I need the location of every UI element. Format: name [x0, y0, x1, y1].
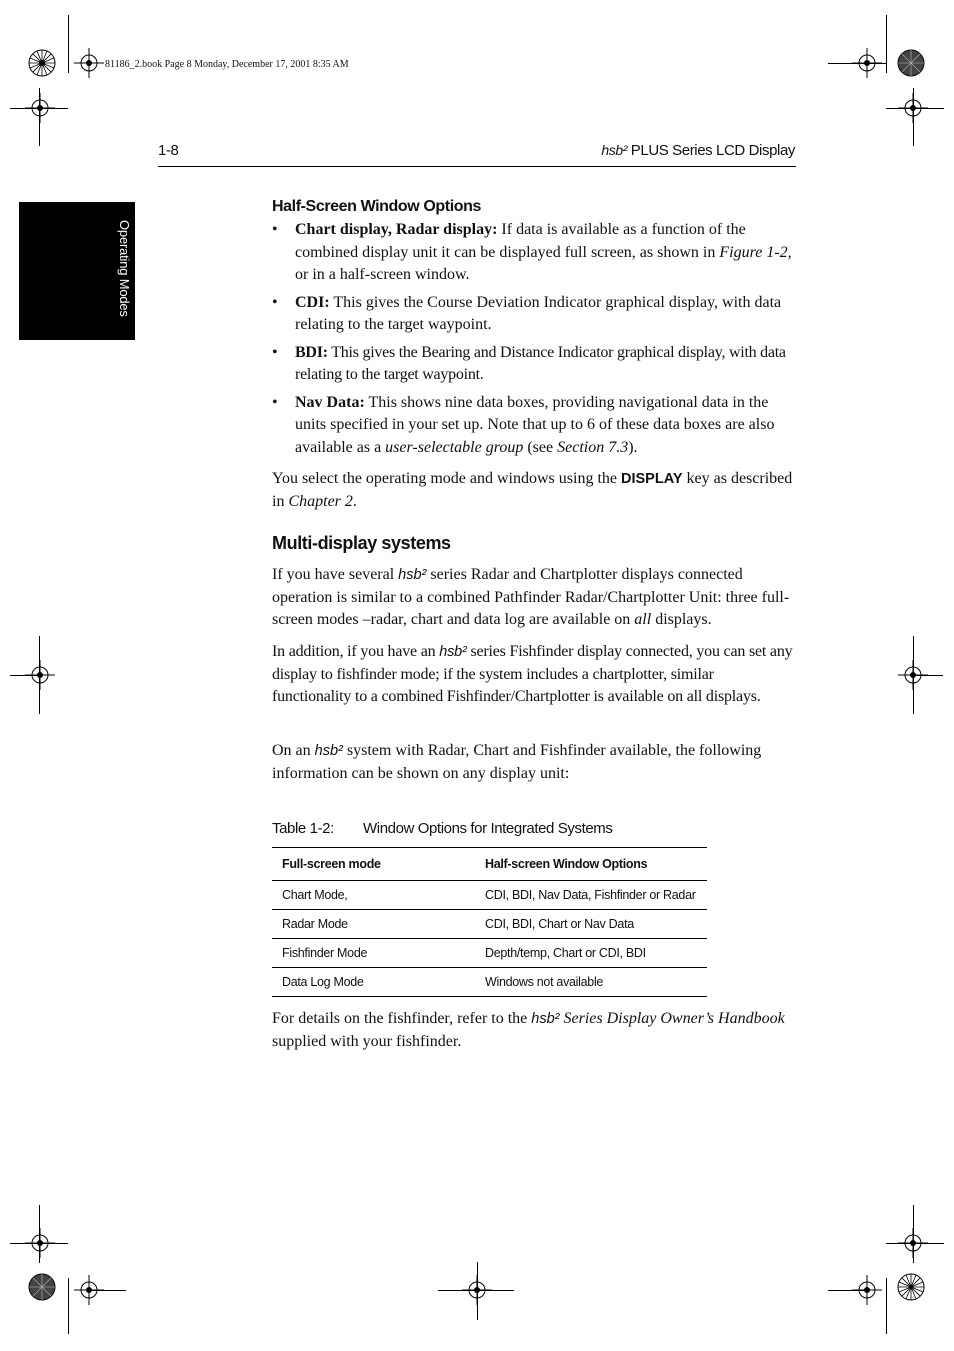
crop-line	[913, 88, 914, 146]
list-item-text: This gives the Course Deviation Indicator graphical display, with data relating to the target waypoint.	[295, 293, 782, 333]
list-item-text: (see	[523, 438, 558, 456]
list-item	[272, 392, 796, 460]
table-cell: CDI, BDI, Nav Data, Fishfinder or Radar	[475, 881, 707, 910]
brand-hsb: hsb²	[314, 743, 343, 759]
crop-line	[88, 1290, 126, 1291]
list-item-text: This shows nine data boxes, providing navigational data in the units specified in your set up. Note that up to 6 of these data boxes are also available as a	[295, 393, 775, 456]
crosshair-mark-icon	[74, 48, 104, 78]
key-name-display: DISPLAY	[621, 471, 683, 487]
table-row	[272, 881, 707, 910]
list-item-term: Nav Data:	[295, 393, 365, 411]
table-cell: Chart Mode,	[272, 881, 475, 910]
crop-line	[39, 1205, 40, 1263]
cross-reference: Chapter 2	[288, 492, 353, 510]
crop-line	[477, 1262, 478, 1320]
bullet-icon: •	[272, 393, 278, 411]
table-cell: CDI, BDI, Chart or Nav Data	[475, 910, 707, 939]
paragraph-text: If you have several	[272, 566, 399, 583]
paragraph-text: series Radar and Chartplotter displays connected operation is similar to a combined Pathfinder Radar/Chartplotter Unit: three full-screen modes –radar, chart and data log are available on	[272, 566, 790, 628]
bullet-icon: •	[272, 221, 278, 238]
crop-line	[828, 63, 886, 64]
brand-hsb: hsb²	[398, 567, 427, 583]
paragraph-text: displays.	[651, 611, 712, 628]
crop-line	[828, 1290, 866, 1291]
list-item-text: ).	[628, 438, 638, 456]
registration-target-icon	[28, 1273, 56, 1301]
table-cell: Fishfinder Mode	[272, 939, 475, 968]
table-row	[272, 968, 707, 997]
bullet-icon: •	[272, 343, 278, 361]
fishfinder-reference-paragraph	[272, 1008, 796, 1053]
paragraph-text: For details on the fishfinder, refer to the	[272, 1010, 532, 1027]
paragraph-text: key as described in	[272, 470, 793, 510]
paragraph-text: You select the operating mode and windows using the	[272, 470, 621, 487]
section-heading-half-screen: Half-Screen Window Options	[272, 198, 482, 215]
cross-reference: Section 7.3	[557, 438, 629, 456]
paragraph-text: supplied with your fishfinder.	[272, 1032, 462, 1050]
display-key-paragraph	[272, 468, 796, 513]
list-item-text: This gives the Bearing and Distance Indicator graphical display, with data relating to the target waypoint.	[295, 343, 786, 383]
list-item	[272, 219, 796, 287]
crop-line	[886, 1278, 887, 1334]
paragraph-text: .	[352, 492, 357, 510]
multi-display-paragraph-2	[272, 641, 796, 709]
paragraph-text: On an	[272, 742, 315, 759]
cross-reference: Series Display Owner’s Handbook	[559, 1010, 785, 1027]
multi-display-paragraph-1	[272, 564, 796, 632]
list-item-text: If data is available as a function of the combined display unit it can be displayed full screen, as shown in	[295, 221, 746, 261]
emphasis: all	[634, 611, 652, 628]
half-screen-options-list	[272, 219, 796, 464]
brand-hsb: hsb²	[601, 142, 628, 158]
window-options-table	[272, 847, 707, 997]
column-header: Full-screen mode	[272, 848, 475, 881]
table-cell: Windows not available	[475, 968, 707, 997]
list-item	[272, 292, 796, 337]
crop-line	[10, 675, 40, 676]
crop-line	[68, 1278, 69, 1334]
print-slug: 81186_2.book Page 8 Monday, December 17, 2001 8:35 AM	[105, 59, 349, 70]
crop-line	[886, 15, 887, 73]
registration-target-icon	[897, 49, 925, 77]
crop-line	[913, 1205, 914, 1263]
list-item	[272, 342, 796, 387]
list-item-term: CDI:	[295, 293, 330, 311]
paragraph-text: series Fishfinder display connected, you can set any display to fishfinder mode; if the system includes a chartplotter, similar functionality to a combined Fishfinder/Chartplotter is available on all displays.	[272, 643, 793, 705]
table-row	[272, 939, 707, 968]
section-heading-multi-display: Multi-display systems	[272, 533, 451, 553]
table-cell: Data Log Mode	[272, 968, 475, 997]
header-title-text: PLUS Series LCD Display	[630, 142, 795, 159]
table-caption-title: Window Options for Integrated Systems	[363, 820, 613, 837]
cross-reference: Figure 1-2	[719, 243, 788, 261]
crop-line	[886, 108, 944, 109]
running-header-title	[601, 142, 795, 159]
bullet-icon: •	[272, 293, 278, 311]
paragraph-text: In addition, if you have an	[272, 643, 440, 660]
registration-target-icon	[897, 1273, 925, 1301]
brand-hsb: hsb²	[439, 644, 467, 660]
paragraph-text: system with Radar, Chart and Fishfinder available, the following information can be shown on any display unit:	[272, 742, 762, 782]
cross-reference: user-selectable group	[385, 438, 524, 456]
crop-line	[886, 1243, 944, 1244]
chapter-thumb-label: Operating Modes	[117, 220, 132, 317]
crop-line	[10, 1243, 68, 1244]
list-item-term: Chart display, Radar display:	[295, 221, 498, 238]
table-caption	[272, 820, 612, 837]
column-header: Half-screen Window Options	[475, 848, 707, 881]
crop-line	[438, 1290, 514, 1291]
crop-line	[39, 88, 40, 146]
table-header-row	[272, 848, 707, 881]
table-cell: Depth/temp, Chart or CDI, BDI	[475, 939, 707, 968]
list-item-term: BDI:	[295, 343, 328, 361]
table-row	[272, 910, 707, 939]
table-caption-number: Table 1-2:	[272, 820, 334, 837]
brand-hsb: hsb²	[531, 1011, 560, 1027]
chapter-thumb-tab	[19, 202, 135, 340]
header-rule	[158, 166, 796, 167]
table-cell: Radar Mode	[272, 910, 475, 939]
multi-display-paragraph-3	[272, 740, 796, 785]
crop-line	[68, 15, 69, 73]
list-item-text: , or in a half-screen window.	[295, 243, 792, 283]
page-number: 1-8	[158, 142, 179, 159]
registration-target-icon	[28, 49, 56, 77]
crop-line	[913, 675, 943, 676]
